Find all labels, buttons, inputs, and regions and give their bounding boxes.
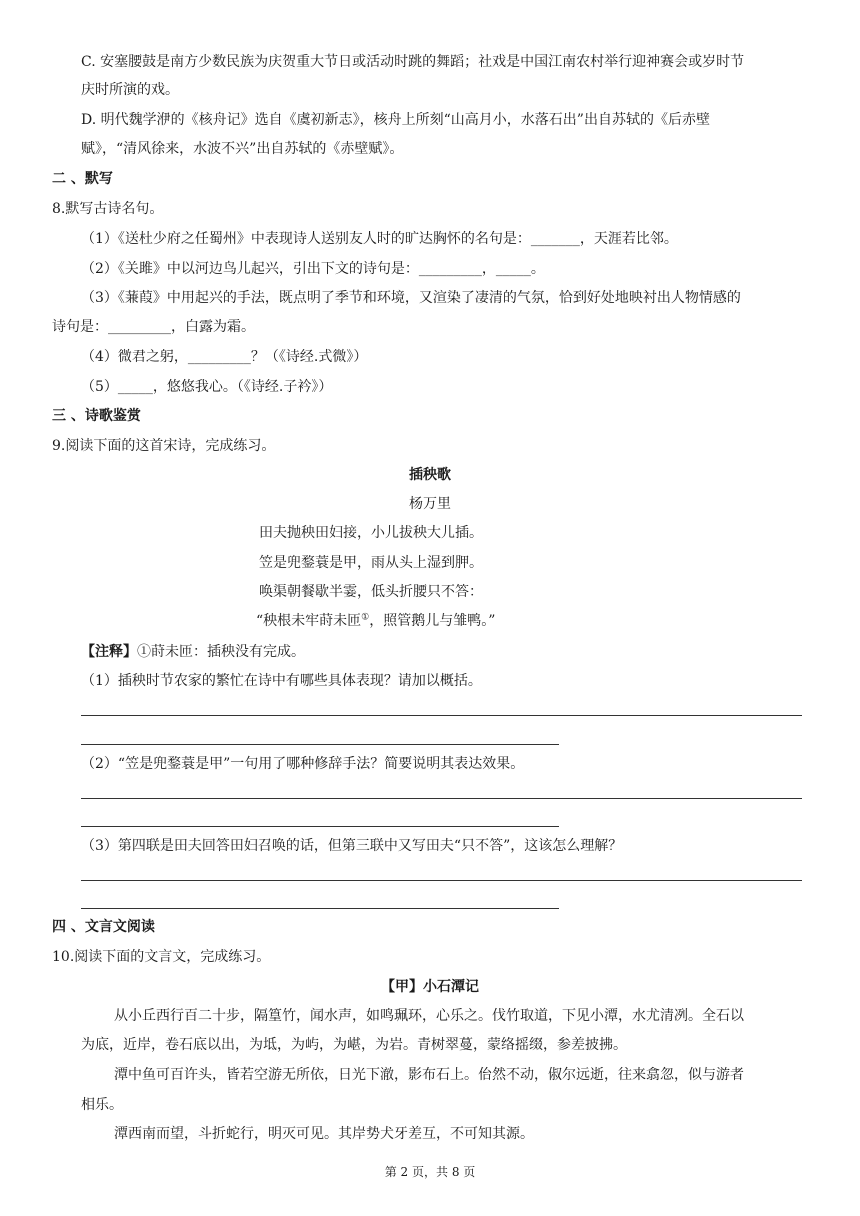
footnote-marker: ① [361,612,370,623]
note-text: ①莳未匝：插秧没有完成。 [137,644,305,660]
q8-item-2: （2）《关雎》中以河边鸟儿起兴，引出下文的诗句是：_________，_____。 [81,261,545,277]
answer-line[interactable] [81,880,802,881]
poem-line-4-part-b: ，照管鹅儿与雏鸭。” [369,613,496,629]
q8-item-5: （5）_____，悠悠我心。（《诗经.子衿》） [81,379,333,395]
q8-item-3-line-1: （3）《蒹葭》中用起兴的手法，既点明了季节和环境，又渲染了凄清的气氛，恰到好处地映衬出人物情感的 [81,290,741,306]
option-c-line-2: 庆时所演的戏。 [81,82,179,98]
option-c-line-1: C. 安塞腰鼓是南方少数民族为庆贺重大节日或活动时跳的舞蹈；社戏是中国江南农村举行迎神赛会或岁时节 [81,54,745,70]
passage-paragraph-2-line-2: 相乐。 [81,1097,123,1113]
answer-line[interactable] [81,744,559,745]
option-d-line-1: D. 明代魏学洢的《核舟记》选自《虞初新志》，核舟上所刻“山高月小，水落石出”出自苏轼的《后赤壁 [81,112,710,128]
poem-line-4-part-a: “秧根未牢莳未匝 [256,613,362,629]
passage-paragraph-1-line-1: 从小丘西行百二十步，隔篁竹，闻水声，如鸣珮环，心乐之。伐竹取道，下见小潭，水尤清冽。全石以 [114,1008,744,1024]
poem-line-2: 笠是兜鍪蓑是甲，雨从头上湿到胛。 [259,555,483,571]
q9-subquestion-1: （1）插秧时节农家的繁忙在诗中有哪些具体表现？请加以概括。 [81,673,482,689]
passage-title: 【甲】小石潭记 [381,979,479,995]
passage-paragraph-1-line-2: 为底，近岸，卷石底以出，为坻，为屿，为嵁，为岩。青树翠蔓，蒙络摇缀，参差披拂。 [81,1037,627,1053]
poem-author: 杨万里 [409,496,451,512]
answer-line[interactable] [81,715,802,716]
question-10-stem: 10.阅读下面的文言文，完成练习。 [52,949,271,965]
poem-line-4 [256,611,495,631]
q8-item-4: （4）微君之躬，_________？（《诗经.式微》） [81,349,368,365]
section-heading-poetry: 三 、诗歌鉴赏 [52,408,141,424]
passage-paragraph-2-line-1: 潭中鱼可百许头，皆若空游无所依，日光下澈，影布石上。佁然不动，俶尔远逝，往来翕忽，似与游者 [114,1067,744,1083]
question-9-stem: 9.阅读下面的这首宋诗，完成练习。 [52,438,276,454]
answer-line[interactable] [81,826,559,827]
q9-subquestion-3: （3）第四联是田夫回答田妇召唤的话，但第三联中又写田夫“只不答”，这该怎么理解？ [81,838,623,854]
q9-subquestion-2: （2）“笠是兜鍪蓑是甲”一句用了哪种修辞手法？简要说明其表达效果。 [81,756,525,772]
passage-paragraph-3-line-1: 潭西南而望，斗折蛇行，明灭可见。其岸势犬牙差互，不可知其源。 [114,1126,534,1142]
q8-item-3-line-2: 诗句是：_________，白露为霜。 [52,319,255,335]
poem-line-3: 唤渠朝餐歇半霎，低头折腰只不答： [259,584,483,600]
page-footer: 第 2 页，共 8 页 [384,1165,476,1179]
option-d-line-2: 赋》，“清风徐来，水波不兴”出自苏轼的《赤壁赋》。 [81,141,404,157]
section-heading-dictation: 二 、默写 [52,171,113,187]
poem-note [81,642,305,662]
answer-line[interactable] [81,798,802,799]
section-heading-classical-reading: 四 、文言文阅读 [52,919,155,935]
question-8-stem: 8.默写古诗名句。 [52,201,164,217]
q8-item-1: （1）《送杜少府之任蜀州》中表现诗人送别友人时的旷达胸怀的名句是：_______，天涯若比邻。 [81,231,678,247]
answer-line[interactable] [81,908,559,909]
poem-title: 插秧歌 [409,467,451,483]
note-label: 【注释】 [81,644,137,660]
poem-line-1: 田夫抛秧田妇接，小儿拔秧大儿插。 [259,525,483,541]
